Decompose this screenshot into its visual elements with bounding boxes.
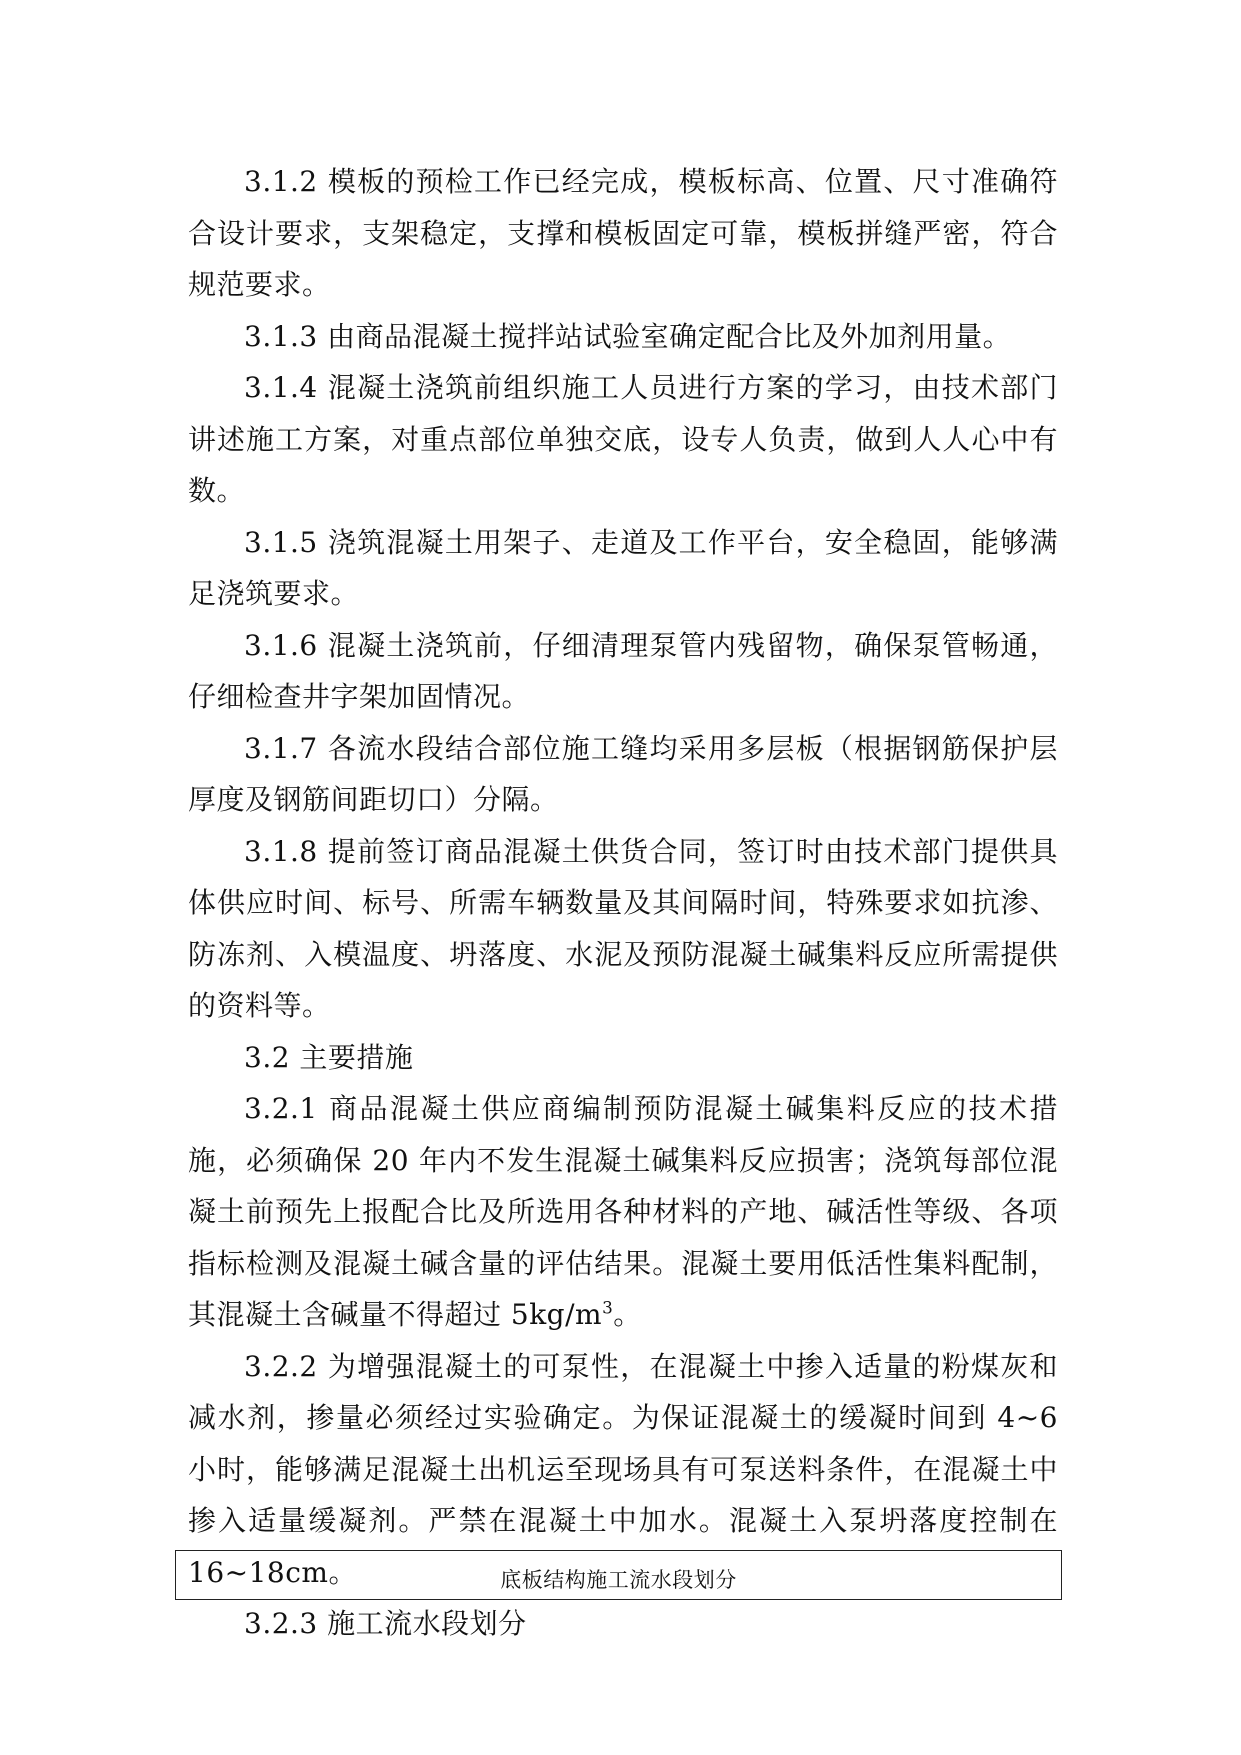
- paragraph-3-1-8: 3.1.8 提前签订商品混凝土供货合同，签订时由技术部门提供具体供应时间、标号、所需车辆数量及其间隔时间，特殊要求如抗渗、防冻剂、入模温度、坍落度、水泥及预防混凝土碱集料反应所需提供的资料等。: [188, 834, 1058, 1022]
- table-caption-cell: [175, 1550, 1062, 1600]
- paragraph-3-1-4: 3.1.4 混凝土浇筑前组织施工人员进行方案的学习，由技术部门讲述施工方案，对重点部位单独交底，设专人负责，做到人人心中有数。: [188, 371, 1058, 507]
- paragraph-3-1-6: 3.1.6 混凝土浇筑前，仔细清理泵管内残留物，确保泵管畅通，仔细检查井字架加固情况。: [188, 628, 1058, 713]
- heading-3-2: 3.2 主要措施: [244, 1040, 414, 1074]
- paragraph-3-2-2: 3.2.2 为增强混凝土的可泵性，在混凝土中掺入适量的粉煤灰和减水剂，掺量必须经过实验确定。为保证混凝土的缓凝时间到 4~6 小时，能够满足混凝土出机运至现场具有可泵送料条件，在混凝土中掺入适量缓凝剂。严禁在混凝土中加水。混凝土入泵坍落度控制在 16~18cm。: [188, 1349, 1058, 1589]
- paragraph-3-1-5: 3.1.5 浇筑混凝土用架子、走道及工作平台，安全稳固，能够满足浇筑要求。: [188, 525, 1058, 610]
- paragraph-3-2-1-text: 3.2.1 商品混凝土供应商编制预防混凝土碱集料反应的技术措施，必须确保 20 年内不发生混凝土碱集料反应损害；浇筑每部位混凝土前预先上报配合比及所选用各种材料的产地、碱活性等级、各项指标检测及混凝土碱含量的评估结果。混凝土要用低活性集料配制，其混凝土含碱量不得超过 5kg/m: [188, 1092, 1058, 1331]
- paragraph-3-1-2: 3.1.2 模板的预检工作已经完成，模板标高、位置、尺寸准确符合设计要求，支架稳定，支撑和模板固定可靠，模板拼缝严密，符合规范要求。: [188, 165, 1058, 301]
- body-text: [188, 156, 1058, 1650]
- table-caption: 底板结构施工流水段划分: [500, 1568, 737, 1592]
- paragraph-3-2-1-end: 。: [613, 1298, 642, 1331]
- paragraph-3-1-7: 3.1.7 各流水段结合部位施工缝均采用多层板（根据钢筋保护层厚度及钢筋间距切口）分隔。: [188, 731, 1058, 816]
- superscript-3: 3: [602, 1297, 614, 1318]
- heading-3-2-3: 3.2.3 施工流水段划分: [244, 1607, 527, 1640]
- paragraph-3-2-1: [188, 1083, 1058, 1341]
- paragraph-3-1-3: 3.1.3 由商品混凝土搅拌站试验室确定配合比及外加剂用量。: [244, 319, 1012, 353]
